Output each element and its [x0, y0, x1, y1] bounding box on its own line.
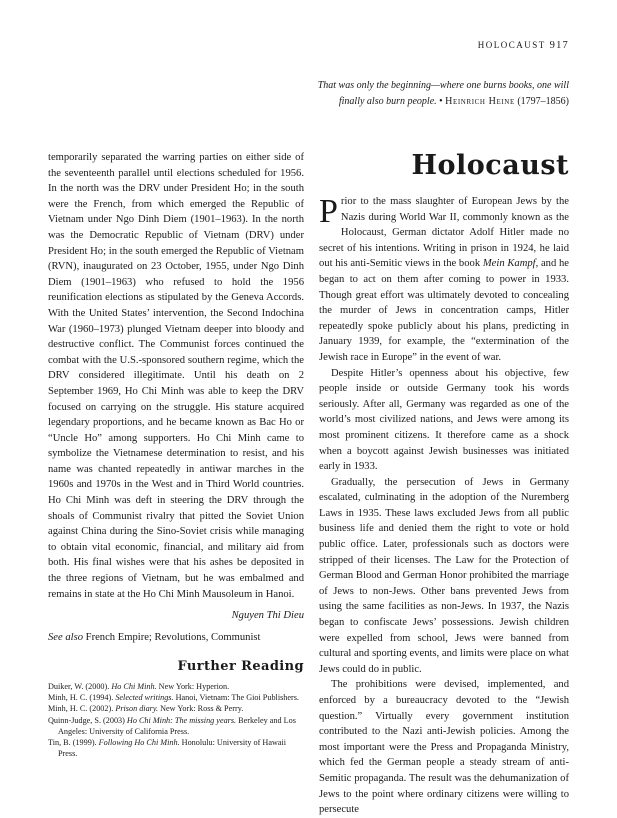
- paragraph-4: The prohibitions were devised, implemented, and enforced by a bureaucracy devoted to the “Jewish question.” Virtually every government institution contributed to the Nazi anti-Jewish policies. Among the most important were the Press and Propaganda Ministry, which fed the German people a steady stream of anti-Semitic propaganda. The result was the dehumanization of Jews to the point where ordinary citizens were willing to persecute: [319, 679, 569, 816]
- reference-list: [48, 681, 304, 759]
- see-also-links: French Empire; Revolutions, Communist: [85, 631, 261, 643]
- left-column: [48, 150, 304, 759]
- see-also: [48, 630, 304, 646]
- reference-item: Duiker, W. (2000). Ho Chi Minh. New York: Hyperion.: [48, 682, 230, 691]
- see-also-label: See also: [48, 631, 84, 643]
- paragraph-1: Prior to the mass slaughter of European Jews by the Nazis during World War II, commonly known as the Holocaust, German dictator Adolf Hitler made no secret of his intentions. Writing in prison in 1924, he laid out his anti-Semitic views in the book Mein Kampf, and he began to act on them after coming to power in 1933. Though great effort was ultimately devoted to concealing the murder of Jews in concentration camps, Hitler repeatedly spoke publicly about his plans, predicting in January 1939, for example, the “extermination of the Jewish race in Europe” in the event of war.: [319, 193, 569, 363]
- reference-item: Quinn-Judge, S. (2003) Ho Chi Minh: The missing years. Berkeley and Los Angeles: University of California Press.: [48, 715, 296, 736]
- drop-cap: P: [319, 193, 338, 230]
- reference-item: Minh, H. C. (1994). Selected writings. Hanoi, Vietnam: The Gioi Publishers.: [48, 693, 299, 703]
- page-number: 917: [549, 40, 569, 51]
- book-title: Mein Kampf,: [482, 258, 539, 270]
- epigraph-bullet: •: [439, 96, 443, 107]
- epigraph-quote-line1: That was only the beginning—where one burns books, one will: [317, 80, 569, 91]
- reference-item: Minh, H. C. (2002). Prison diary. New York: Ross & Perry.: [48, 704, 244, 714]
- further-reading-heading: Further Reading: [177, 659, 304, 675]
- epigraph-quote-line2: finally also burn people.: [338, 96, 437, 107]
- epigraph: [269, 78, 569, 110]
- paragraph-2: Despite Hitler’s openness about his objective, few people inside or outside Germany took his words seriously. After all, Germany was regarded as one of the world’s most civilized nations, and Jews were among its most prominent citizens. It therefore came as a shock when a boycott against Jewish businesses was initiated early in 1933.: [319, 367, 569, 473]
- article-title: Holocaust: [411, 150, 569, 181]
- epigraph-dates: (1797–1856): [517, 96, 569, 107]
- reference-item: Tin, B. (1999). Following Ho Chi Minh. Honolulu: University of Hawaii Press.: [48, 738, 287, 759]
- left-body-text: temporarily separated the warring parties on either side of the seventeenth parallel until elections scheduled for 1956. In the north was the DRV under President Ho; in the south were the French, from which emerged the Republic of Vietnam under Ngo Dinh Diem (1901–1963). In the north was the Democratic Republic of Vietnam (DRV) under President Ho; in the south emerged the Republic of Vietnam (RVN), inaugurated on 23 October, 1955, under Ngo Dinh Diem (1901–1963) who refused to hold the 1956 reunification elections as stipulated by the Geneva Accords. With the United States’ intervention, the Second Indochina War (1960–1973) plunged Vietnam deeper into bloody and destructive conflict. The Communist forces continued the combat with the U.S.-sponsored southern regime, which the DRV considered illegitimate. Until his death on 2 September 1969, Ho Chi Minh was able to keep the DRV focused on carrying on the struggle. His stature acquired legendary proportions, and he became known as Bac Ho or “Uncle Ho” among supporters. Ho Chi Minh came to symbolize the Vietnamese determination to resist, and his name was chanted repeatedly in antiwar marches in the 1960s and 1970s in the West and in Third World countries. Ho Chi Minh was deft in steering the DRV through the shoals of Communist rivalry that pitted the Soviet Union against China during the Sino-Soviet crisis while managing to obtain vital economic, financial, and military aid from both. His final wishes were that his ashes be deposited in the three regions of Vietnam, but he was embalmed and remains in state at the Ho Chi Minh Mausoleum in Hanoi.: [48, 152, 304, 600]
- author-signature: Nguyen Thi Dieu: [231, 610, 304, 622]
- running-head-section: HOLOCAUST: [477, 40, 546, 50]
- right-column: [319, 150, 569, 818]
- running-head: [478, 40, 569, 51]
- paragraph-3: Gradually, the persecution of Jews in Germany escalated, culminating in the adoption of the Nuremberg Laws in 1935. These laws excluded Jews from all public business life and denied them the right to vote or hold public office. Later, professionals such as doctors were stripped of their licenses. The Law for the Protection of German Blood and German Honor prohibited the marriage of Jews to non-Jews. Other bans prevented Jews from using the same facilities as non-Jews. In 1937, the Nazis began to confiscate Jews’ possessions. Jewish children were expelled from school, Jews were banned from cultural and sporting events, and limits were place on what Jews could do in public.: [319, 476, 569, 675]
- epigraph-author: Heinrich Heine: [445, 96, 515, 107]
